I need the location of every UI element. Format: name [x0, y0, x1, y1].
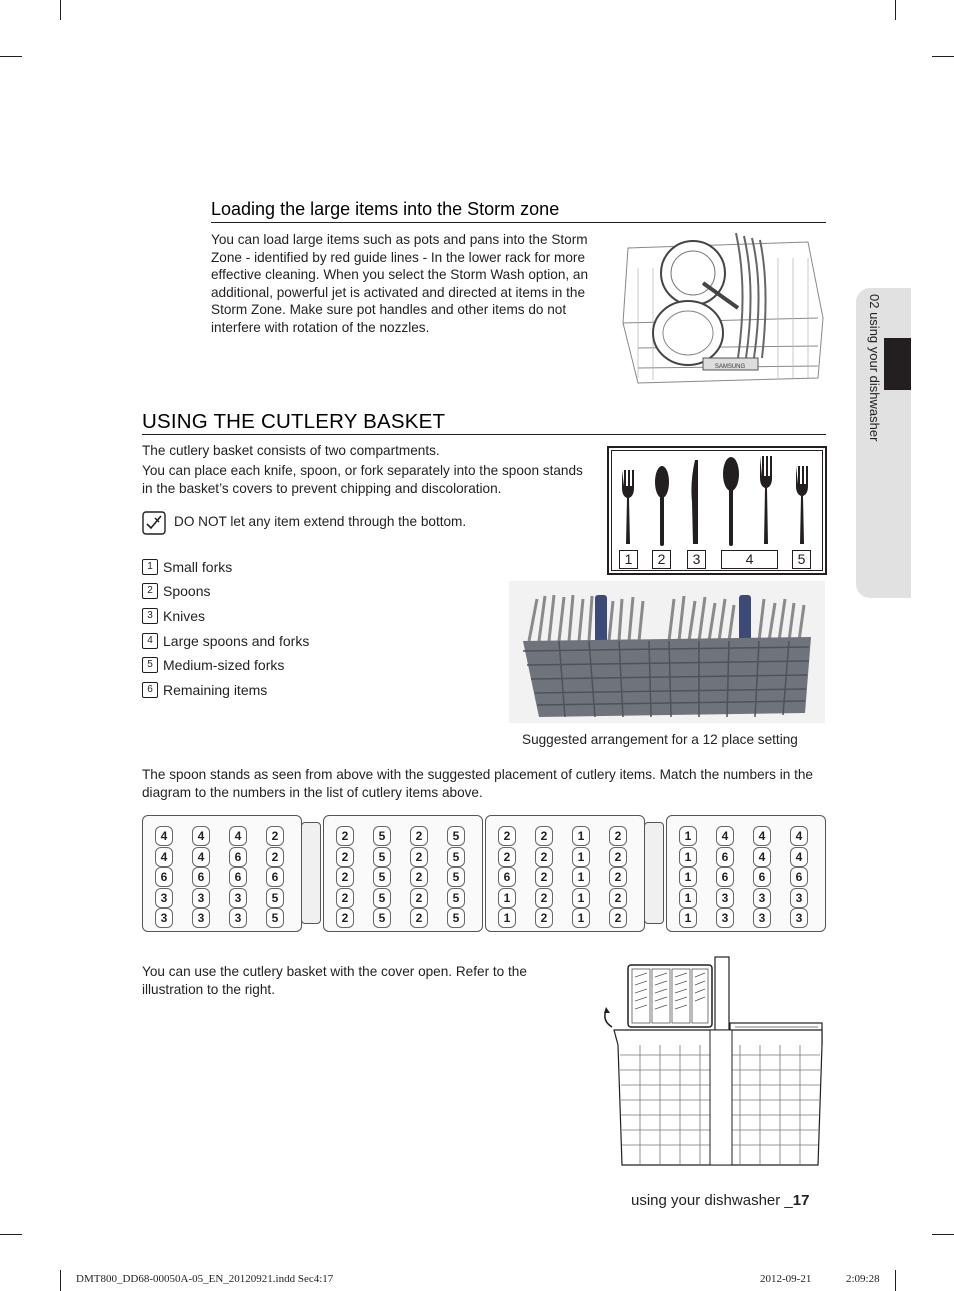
stand-column	[572, 826, 590, 929]
stand-slot-number: 1	[679, 826, 697, 846]
stand-slot-number: 5	[447, 847, 465, 867]
storm-zone-heading: Loading the large items into the Storm zone	[211, 199, 560, 219]
stand-slot-number: 1	[572, 867, 590, 887]
stand-slot-number: 4	[155, 847, 173, 867]
stand-slot-number: 2	[535, 867, 553, 887]
spoon-stands-paragraph: The spoon stands as seen from above with the suggested placement of cutlery items. Match the numbers in the diagram to the numbers in the list of cutlery items above.	[142, 767, 813, 800]
stand-slot-number: 4	[192, 847, 210, 867]
stand-slot-number: 2	[410, 888, 428, 908]
stand-slot-number: 2	[336, 888, 354, 908]
stand-column	[410, 826, 428, 929]
stand-slot-number: 5	[266, 908, 284, 928]
stand-slot-number: 3	[192, 888, 210, 908]
stand-slot-number: 4	[192, 826, 210, 846]
open-basket-illustration	[600, 955, 828, 1167]
stand-slot-number: 2	[535, 908, 553, 928]
crop-mark	[0, 56, 22, 57]
stand-column	[498, 826, 516, 929]
crop-mark	[60, 1270, 61, 1291]
stand-slot-number: 3	[716, 908, 734, 928]
item-label: Knives	[163, 608, 206, 624]
stand-slot-number: 2	[266, 847, 284, 867]
stand-slot-number: 2	[336, 826, 354, 846]
stand-slot-number: 5	[373, 908, 391, 928]
cutlery-number-4: 4	[721, 550, 778, 569]
stand-slot-number: 2	[498, 826, 516, 846]
stand-column	[192, 826, 210, 929]
stand-slot-number: 6	[192, 867, 210, 887]
stand-slot-number: 5	[447, 826, 465, 846]
stand-slot-number: 6	[266, 867, 284, 887]
stand-slot-number: 6	[753, 867, 771, 887]
number-badge: 3	[142, 608, 158, 624]
stand-slot-number: 3	[229, 888, 247, 908]
page-number: 17	[792, 1192, 810, 1209]
stand-slot-number: 2	[609, 847, 627, 867]
stand-slot-number: 2	[498, 847, 516, 867]
spoon-stand	[666, 815, 826, 932]
stand-column	[790, 826, 808, 929]
stand-slot-number: 6	[229, 867, 247, 887]
stand-slot-number: 2	[410, 847, 428, 867]
cutlery-number-3: 3	[687, 550, 706, 569]
stand-slot-number: 5	[373, 847, 391, 867]
stand-slot-number: 6	[716, 847, 734, 867]
crop-mark	[0, 1234, 22, 1235]
stand-hinge	[644, 822, 664, 924]
spoon-stand	[485, 815, 645, 932]
stand-slot-number: 1	[679, 867, 697, 887]
stand-slot-number: 6	[716, 867, 734, 887]
crop-mark	[60, 0, 61, 20]
heading-rule	[142, 434, 826, 435]
number-badge: 6	[142, 682, 158, 698]
stand-slot-number: 5	[447, 867, 465, 887]
stand-column	[266, 826, 284, 929]
photo-caption: Suggested arrangement for a 12 place setting	[522, 732, 798, 747]
list-item	[142, 682, 267, 698]
spoon-stand	[323, 815, 483, 932]
list-item	[142, 608, 205, 624]
stand-slot-number: 6	[229, 847, 247, 867]
stand-slot-number: 2	[266, 826, 284, 846]
stand-slot-number: 1	[679, 888, 697, 908]
footer-text: using your dishwasher _	[631, 1192, 793, 1209]
number-badge: 1	[142, 559, 158, 575]
stand-column	[753, 826, 771, 929]
stand-column	[447, 826, 465, 929]
list-item	[142, 633, 309, 649]
stand-slot-number: 1	[498, 908, 516, 928]
stand-slot-number: 4	[716, 826, 734, 846]
stand-slot-number: 3	[716, 888, 734, 908]
cutlery-number-2: 2	[652, 550, 671, 569]
crop-mark	[895, 1270, 896, 1291]
stand-slot-number: 4	[753, 847, 771, 867]
page-footer	[631, 1192, 809, 1209]
item-label: Remaining items	[163, 682, 268, 698]
chapter-tab-label: 02 using your dishwasher	[867, 294, 882, 442]
stand-column	[229, 826, 247, 929]
cutlery-number-5: 5	[792, 550, 811, 569]
rack-brand-label: SAMSUNG	[714, 364, 746, 370]
list-item	[142, 583, 210, 599]
stand-slot-number: 5	[447, 908, 465, 928]
stand-slot-number: 5	[373, 826, 391, 846]
stand-slot-number: 3	[790, 888, 808, 908]
stand-slot-number: 3	[753, 908, 771, 928]
item-label: Large spoons and forks	[163, 633, 310, 649]
stand-slot-number: 1	[498, 888, 516, 908]
stand-slot-number: 2	[609, 888, 627, 908]
item-label: Spoons	[163, 583, 211, 599]
stand-slot-number: 5	[266, 888, 284, 908]
stand-slot-number: 6	[790, 867, 808, 887]
stand-column	[609, 826, 627, 929]
number-badge: 2	[142, 583, 158, 599]
slug-date: 2012-09-21	[760, 1273, 812, 1285]
stand-slot-number: 2	[336, 867, 354, 887]
stand-slot-number: 1	[572, 888, 590, 908]
stand-slot-number: 1	[572, 908, 590, 928]
note-text: DO NOT let any item extend through the bottom.	[174, 514, 467, 529]
stand-column	[679, 826, 697, 929]
stand-slot-number: 2	[410, 826, 428, 846]
stand-slot-number: 4	[753, 826, 771, 846]
stand-slot-number: 1	[679, 847, 697, 867]
stand-column	[535, 826, 553, 929]
cutlery-silhouettes	[612, 452, 820, 547]
slug-time: 2:09:28	[846, 1273, 880, 1285]
stand-column	[336, 826, 354, 929]
cutlery-paragraph-2: You can place each knife, spoon, or fork separately into the spoon stands in the basket’s covers to prevent chipping and discoloration.	[142, 463, 583, 496]
cutlery-number-1: 1	[619, 550, 638, 569]
stand-slot-number: 4	[790, 826, 808, 846]
stand-slot-number: 4	[790, 847, 808, 867]
stand-slot-number: 3	[155, 908, 173, 928]
stand-slot-number: 2	[535, 826, 553, 846]
stand-slot-number: 1	[572, 847, 590, 867]
stand-slot-number: 2	[336, 847, 354, 867]
open-cover-paragraph: You can use the cutlery basket with the cover open. Refer to the illustration to the right.	[142, 964, 527, 997]
stand-slot-number: 2	[609, 826, 627, 846]
stand-slot-number: 3	[192, 908, 210, 928]
stand-hinge	[301, 822, 321, 924]
number-badge: 5	[142, 657, 158, 673]
stand-slot-number: 4	[155, 826, 173, 846]
slug-filename: DMT800_DD68-00050A-05_EN_20120921.indd Sec4:17	[76, 1273, 334, 1285]
list-item	[142, 657, 284, 673]
stand-slot-number: 2	[410, 908, 428, 928]
storm-zone-paragraph: You can load large items such as pots and pans into the Storm Zone - identified by red guide lines - In the lower rack for more effective cleaning. When you select the Storm Wash option, an additional, powerful jet is activated and directed at items in the Storm Zone. Make sure pot handles and other items do not interfere with rotation of the nozzles.	[211, 232, 589, 335]
stand-slot-number: 6	[498, 867, 516, 887]
stand-slot-number: 1	[572, 826, 590, 846]
lower-rack-illustration	[618, 228, 828, 388]
crop-mark	[895, 0, 896, 20]
stand-slot-number: 5	[373, 867, 391, 887]
stand-slot-number: 3	[155, 888, 173, 908]
item-label: Medium-sized forks	[163, 657, 285, 673]
stand-column	[373, 826, 391, 929]
item-label: Small forks	[163, 559, 233, 575]
heading-rule	[211, 222, 826, 223]
crop-mark	[932, 56, 954, 57]
chapter-tab-marker	[884, 338, 911, 390]
spoon-stand	[142, 815, 302, 932]
stand-slot-number: 2	[336, 908, 354, 928]
stand-slot-number: 2	[410, 867, 428, 887]
note-icon	[142, 511, 166, 535]
stand-slot-number: 3	[753, 888, 771, 908]
stand-slot-number: 5	[373, 888, 391, 908]
stand-column	[155, 826, 173, 929]
stand-slot-number: 6	[155, 867, 173, 887]
stand-slot-number: 1	[679, 908, 697, 928]
stand-slot-number: 2	[535, 888, 553, 908]
number-badge: 4	[142, 633, 158, 649]
cutlery-basket-photo	[509, 581, 825, 723]
crop-mark	[932, 1234, 954, 1235]
stand-slot-number: 3	[229, 908, 247, 928]
stand-slot-number: 4	[229, 826, 247, 846]
stand-slot-number: 2	[609, 867, 627, 887]
stand-column	[716, 826, 734, 929]
list-item	[142, 559, 232, 575]
stand-slot-number: 2	[609, 908, 627, 928]
stand-slot-number: 3	[790, 908, 808, 928]
cutlery-paragraph-1: The cutlery basket consists of two compartments.	[142, 443, 440, 458]
cutlery-basket-heading: USING THE CUTLERY BASKET	[142, 410, 446, 433]
stand-slot-number: 5	[447, 888, 465, 908]
stand-slot-number: 2	[535, 847, 553, 867]
